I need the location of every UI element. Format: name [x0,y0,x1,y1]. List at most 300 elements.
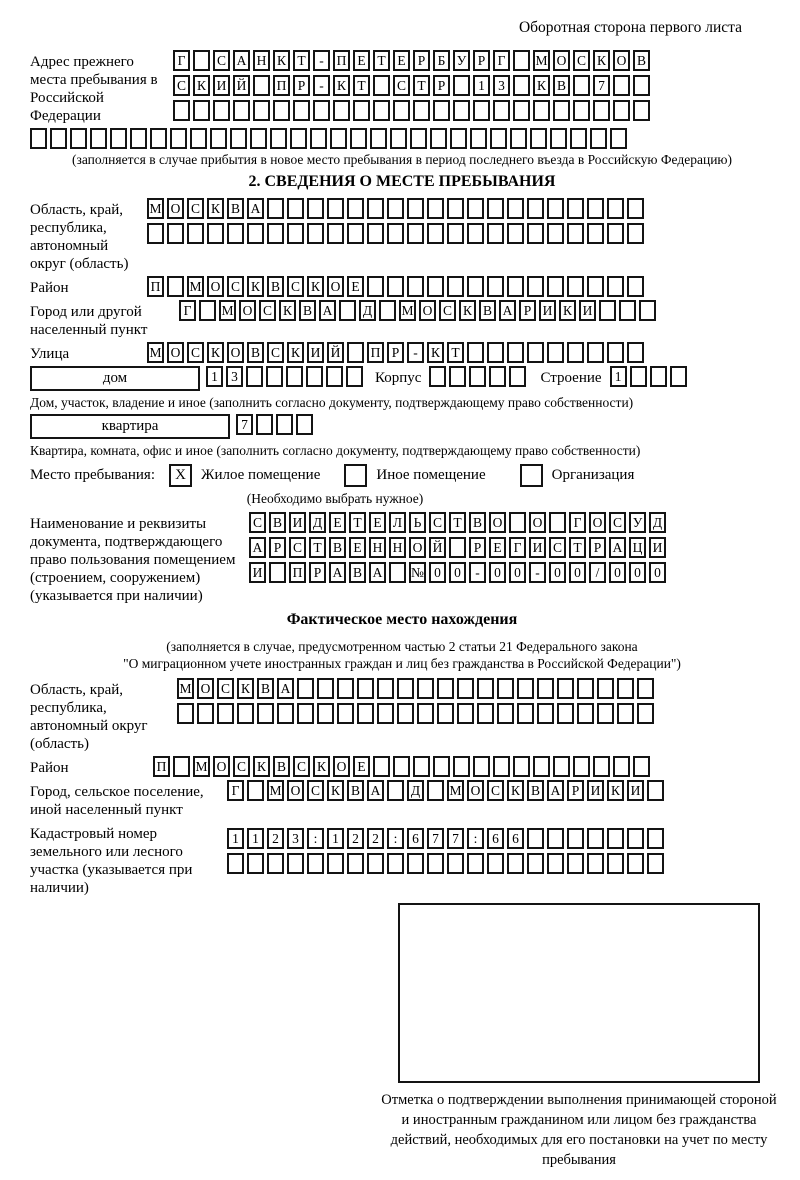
char-cell[interactable] [587,223,604,244]
char-cell[interactable] [427,276,444,297]
char-cell[interactable] [493,100,510,121]
char-cell[interactable]: № [409,562,426,583]
char-cell[interactable] [607,198,624,219]
char-cell[interactable] [167,223,184,244]
char-cell[interactable]: А [233,50,250,71]
char-cell[interactable]: Е [347,276,364,297]
char-cell[interactable]: Й [233,75,250,96]
char-cell[interactable] [633,100,650,121]
char-cell[interactable] [367,276,384,297]
char-cell[interactable]: С [573,50,590,71]
char-cell[interactable] [607,828,624,849]
char-cell[interactable]: О [287,780,304,801]
char-cell[interactable]: О [529,512,546,533]
char-cell[interactable]: 3 [226,366,243,387]
char-cell[interactable]: К [193,75,210,96]
char-cell[interactable] [253,75,270,96]
char-cell[interactable] [607,276,624,297]
char-cell[interactable] [610,128,627,149]
char-cell[interactable] [527,223,544,244]
char-cell[interactable]: Е [353,50,370,71]
char-cell[interactable] [627,198,644,219]
char-cell[interactable]: О [553,50,570,71]
char-cell[interactable] [150,128,167,149]
char-cell[interactable] [287,223,304,244]
char-cell[interactable]: С [187,198,204,219]
char-cell[interactable]: Р [413,50,430,71]
char-cell[interactable]: В [269,512,286,533]
char-cell[interactable] [370,128,387,149]
char-cell[interactable] [457,678,474,699]
char-cell[interactable] [567,223,584,244]
char-cell[interactable] [270,128,287,149]
char-cell[interactable]: В [633,50,650,71]
char-cell[interactable]: А [367,780,384,801]
char-cell[interactable] [413,100,430,121]
char-cell[interactable]: У [629,512,646,533]
char-cell[interactable] [607,853,624,874]
char-cell[interactable] [373,100,390,121]
char-cell[interactable]: М [447,780,464,801]
char-cell[interactable]: 0 [609,562,626,583]
char-cell[interactable]: М [177,678,194,699]
char-cell[interactable] [453,75,470,96]
char-cell[interactable] [250,128,267,149]
char-cell[interactable] [573,100,590,121]
char-cell[interactable] [577,703,594,724]
char-cell[interactable]: О [489,512,506,533]
char-cell[interactable] [527,342,544,363]
char-cell[interactable]: П [367,342,384,363]
char-cell[interactable] [627,342,644,363]
char-cell[interactable]: М [533,50,550,71]
char-cell[interactable] [50,128,67,149]
char-cell[interactable]: В [267,276,284,297]
char-cell[interactable]: Г [227,780,244,801]
char-cell[interactable] [507,342,524,363]
char-cell[interactable]: В [347,780,364,801]
char-cell[interactable] [639,300,656,321]
char-cell[interactable]: Д [649,512,666,533]
char-cell[interactable] [393,756,410,777]
char-cell[interactable] [507,276,524,297]
char-cell[interactable] [287,853,304,874]
char-cell[interactable] [507,198,524,219]
char-cell[interactable] [517,703,534,724]
char-cell[interactable] [457,703,474,724]
char-cell[interactable]: В [247,342,264,363]
char-cell[interactable] [330,128,347,149]
char-cell[interactable] [467,853,484,874]
char-cell[interactable] [537,703,554,724]
char-cell[interactable]: М [267,780,284,801]
char-cell[interactable]: А [369,562,386,583]
char-cell[interactable]: О [207,276,224,297]
char-cell[interactable]: П [333,50,350,71]
char-cell[interactable]: С [609,512,626,533]
char-cell[interactable] [527,853,544,874]
char-cell[interactable]: К [427,342,444,363]
char-cell[interactable]: 1 [610,366,627,387]
char-cell[interactable]: С [429,512,446,533]
char-cell[interactable]: С [439,300,456,321]
char-cell[interactable]: Д [407,780,424,801]
char-cell[interactable] [397,678,414,699]
char-cell[interactable] [427,223,444,244]
char-cell[interactable] [427,780,444,801]
char-cell[interactable] [167,276,184,297]
char-cell[interactable] [70,128,87,149]
char-cell[interactable]: К [207,342,224,363]
char-cell[interactable] [373,756,390,777]
char-cell[interactable] [110,128,127,149]
char-cell[interactable] [633,75,650,96]
char-cell[interactable] [193,50,210,71]
char-cell[interactable]: С [487,780,504,801]
char-cell[interactable]: Н [253,50,270,71]
char-cell[interactable] [617,678,634,699]
char-cell[interactable] [509,366,526,387]
char-cell[interactable]: 7 [427,828,444,849]
char-cell[interactable] [377,678,394,699]
char-cell[interactable] [353,100,370,121]
char-cell[interactable] [550,128,567,149]
char-cell[interactable] [217,703,234,724]
char-cell[interactable] [247,853,264,874]
char-cell[interactable] [307,223,324,244]
char-cell[interactable]: С [249,512,266,533]
char-cell[interactable] [297,703,314,724]
char-cell[interactable]: П [153,756,170,777]
char-cell[interactable]: 3 [287,828,304,849]
char-cell[interactable]: - [313,50,330,71]
char-cell[interactable] [253,100,270,121]
char-cell[interactable]: К [287,342,304,363]
char-cell[interactable]: : [307,828,324,849]
char-cell[interactable]: П [289,562,306,583]
char-cell[interactable]: Г [173,50,190,71]
char-cell[interactable] [577,678,594,699]
char-cell[interactable] [513,756,530,777]
char-cell[interactable]: С [393,75,410,96]
char-cell[interactable] [637,678,654,699]
char-cell[interactable]: - [313,75,330,96]
char-cell[interactable]: М [399,300,416,321]
char-cell[interactable] [297,678,314,699]
char-cell[interactable] [567,853,584,874]
char-cell[interactable] [387,198,404,219]
char-cell[interactable]: Г [179,300,196,321]
char-cell[interactable]: Й [327,342,344,363]
char-cell[interactable] [487,198,504,219]
char-cell[interactable] [287,198,304,219]
char-cell[interactable]: 0 [489,562,506,583]
char-cell[interactable] [30,128,47,149]
char-cell[interactable] [187,223,204,244]
char-cell[interactable] [293,100,310,121]
char-cell[interactable] [637,703,654,724]
char-cell[interactable] [199,300,216,321]
char-cell[interactable]: В [299,300,316,321]
char-cell[interactable] [547,853,564,874]
char-cell[interactable]: М [193,756,210,777]
char-cell[interactable]: В [273,756,290,777]
char-cell[interactable]: Г [493,50,510,71]
char-cell[interactable]: О [167,198,184,219]
char-cell[interactable]: Т [353,75,370,96]
char-cell[interactable] [357,703,374,724]
char-cell[interactable]: - [407,342,424,363]
char-cell[interactable] [557,703,574,724]
char-cell[interactable] [450,128,467,149]
char-cell[interactable]: К [333,75,350,96]
char-cell[interactable] [417,703,434,724]
char-cell[interactable]: К [313,756,330,777]
char-cell[interactable]: 0 [569,562,586,583]
char-cell[interactable]: С [307,780,324,801]
char-cell[interactable]: С [217,678,234,699]
char-cell[interactable]: / [589,562,606,583]
char-cell[interactable] [327,223,344,244]
char-cell[interactable] [510,128,527,149]
char-cell[interactable] [627,223,644,244]
char-cell[interactable] [277,703,294,724]
char-cell[interactable]: Р [433,75,450,96]
char-cell[interactable] [513,50,530,71]
char-cell[interactable] [266,366,283,387]
char-cell[interactable] [507,853,524,874]
char-cell[interactable]: О [227,342,244,363]
char-cell[interactable]: : [467,828,484,849]
char-cell[interactable]: И [539,300,556,321]
char-cell[interactable] [230,128,247,149]
char-cell[interactable]: И [213,75,230,96]
char-cell[interactable] [313,100,330,121]
char-cell[interactable]: В [527,780,544,801]
char-cell[interactable]: А [547,780,564,801]
char-cell[interactable] [547,198,564,219]
stay-option-checkbox-other-premises[interactable] [344,464,367,487]
char-cell[interactable]: 0 [449,562,466,583]
char-cell[interactable] [213,100,230,121]
char-cell[interactable]: 6 [507,828,524,849]
char-cell[interactable] [347,853,364,874]
char-cell[interactable]: Р [469,537,486,558]
char-cell[interactable]: Е [353,756,370,777]
char-cell[interactable] [233,100,250,121]
char-cell[interactable]: С [213,50,230,71]
char-cell[interactable]: Р [567,780,584,801]
char-cell[interactable] [347,223,364,244]
char-cell[interactable] [497,678,514,699]
char-cell[interactable]: Е [349,537,366,558]
char-cell[interactable]: О [409,537,426,558]
char-cell[interactable]: - [469,562,486,583]
char-cell[interactable] [346,366,363,387]
char-cell[interactable] [306,366,323,387]
char-cell[interactable]: В [329,537,346,558]
char-cell[interactable] [407,198,424,219]
char-cell[interactable] [337,703,354,724]
char-cell[interactable]: Т [373,50,390,71]
char-cell[interactable]: Е [489,537,506,558]
char-cell[interactable] [147,223,164,244]
char-cell[interactable]: - [529,562,546,583]
char-cell[interactable]: 1 [247,828,264,849]
char-cell[interactable] [613,75,630,96]
char-cell[interactable]: К [207,198,224,219]
char-cell[interactable]: В [349,562,366,583]
char-cell[interactable]: 1 [227,828,244,849]
char-cell[interactable]: В [479,300,496,321]
char-cell[interactable] [497,703,514,724]
char-cell[interactable]: 0 [509,562,526,583]
char-cell[interactable] [613,100,630,121]
char-cell[interactable]: С [227,276,244,297]
char-cell[interactable] [587,276,604,297]
char-cell[interactable] [286,366,303,387]
char-cell[interactable] [437,703,454,724]
char-cell[interactable] [489,366,506,387]
char-cell[interactable] [547,223,564,244]
char-cell[interactable] [517,678,534,699]
char-cell[interactable]: П [273,75,290,96]
char-cell[interactable] [327,198,344,219]
char-cell[interactable]: И [249,562,266,583]
char-cell[interactable] [547,828,564,849]
char-cell[interactable]: Д [359,300,376,321]
char-cell[interactable]: Г [569,512,586,533]
char-cell[interactable] [590,128,607,149]
char-cell[interactable]: К [327,780,344,801]
char-cell[interactable] [630,366,647,387]
char-cell[interactable] [350,128,367,149]
char-cell[interactable] [447,198,464,219]
char-cell[interactable]: 7 [447,828,464,849]
char-cell[interactable] [387,276,404,297]
char-cell[interactable] [269,562,286,583]
char-cell[interactable] [397,703,414,724]
char-cell[interactable] [487,342,504,363]
char-cell[interactable]: К [559,300,576,321]
char-cell[interactable]: Т [569,537,586,558]
char-cell[interactable] [647,853,664,874]
char-cell[interactable]: У [453,50,470,71]
char-cell[interactable] [493,756,510,777]
char-cell[interactable] [467,198,484,219]
char-cell[interactable]: И [289,512,306,533]
char-cell[interactable] [477,703,494,724]
char-cell[interactable] [210,128,227,149]
char-cell[interactable]: Р [589,537,606,558]
char-cell[interactable]: А [499,300,516,321]
char-cell[interactable]: К [253,756,270,777]
char-cell[interactable] [413,756,430,777]
char-cell[interactable]: К [279,300,296,321]
char-cell[interactable] [573,75,590,96]
char-cell[interactable]: И [627,780,644,801]
char-cell[interactable]: Т [349,512,366,533]
char-cell[interactable] [527,828,544,849]
char-cell[interactable]: 1 [327,828,344,849]
char-cell[interactable]: К [247,276,264,297]
char-cell[interactable]: Г [509,537,526,558]
char-cell[interactable]: С [289,537,306,558]
char-cell[interactable]: 0 [649,562,666,583]
char-cell[interactable] [509,512,526,533]
char-cell[interactable]: О [239,300,256,321]
char-cell[interactable] [433,756,450,777]
char-cell[interactable] [130,128,147,149]
char-cell[interactable]: О [327,276,344,297]
char-cell[interactable]: С [259,300,276,321]
char-cell[interactable]: Е [329,512,346,533]
char-cell[interactable] [477,678,494,699]
char-cell[interactable] [393,100,410,121]
char-cell[interactable]: И [579,300,596,321]
char-cell[interactable]: А [329,562,346,583]
char-cell[interactable] [327,853,344,874]
char-cell[interactable] [547,276,564,297]
char-cell[interactable] [487,853,504,874]
char-cell[interactable] [533,100,550,121]
char-cell[interactable] [487,276,504,297]
char-cell[interactable]: Р [387,342,404,363]
char-cell[interactable]: Ь [409,512,426,533]
char-cell[interactable]: К [237,678,254,699]
char-cell[interactable] [190,128,207,149]
char-cell[interactable]: О [213,756,230,777]
char-cell[interactable] [377,703,394,724]
char-cell[interactable] [247,223,264,244]
char-cell[interactable]: 6 [407,828,424,849]
char-cell[interactable] [593,756,610,777]
char-cell[interactable]: Т [293,50,310,71]
char-cell[interactable]: С [287,276,304,297]
char-cell[interactable]: И [307,342,324,363]
char-cell[interactable]: В [227,198,244,219]
char-cell[interactable] [427,198,444,219]
char-cell[interactable]: Т [413,75,430,96]
char-cell[interactable]: М [187,276,204,297]
char-cell[interactable] [533,756,550,777]
char-cell[interactable] [513,75,530,96]
char-cell[interactable] [246,366,263,387]
char-cell[interactable]: Н [369,537,386,558]
char-cell[interactable] [627,276,644,297]
char-cell[interactable] [573,756,590,777]
char-cell[interactable] [173,100,190,121]
char-cell[interactable] [567,828,584,849]
char-cell[interactable]: Т [449,512,466,533]
char-cell[interactable] [390,128,407,149]
char-cell[interactable] [433,100,450,121]
char-cell[interactable] [453,756,470,777]
char-cell[interactable] [339,300,356,321]
char-cell[interactable] [549,512,566,533]
char-cell[interactable]: К [533,75,550,96]
stay-option-checkbox-organization[interactable] [520,464,543,487]
char-cell[interactable] [487,223,504,244]
char-cell[interactable] [449,366,466,387]
char-cell[interactable] [227,223,244,244]
char-cell[interactable]: О [333,756,350,777]
char-cell[interactable] [310,128,327,149]
char-cell[interactable] [567,342,584,363]
char-cell[interactable] [317,678,334,699]
char-cell[interactable] [447,276,464,297]
char-cell[interactable]: 0 [429,562,446,583]
